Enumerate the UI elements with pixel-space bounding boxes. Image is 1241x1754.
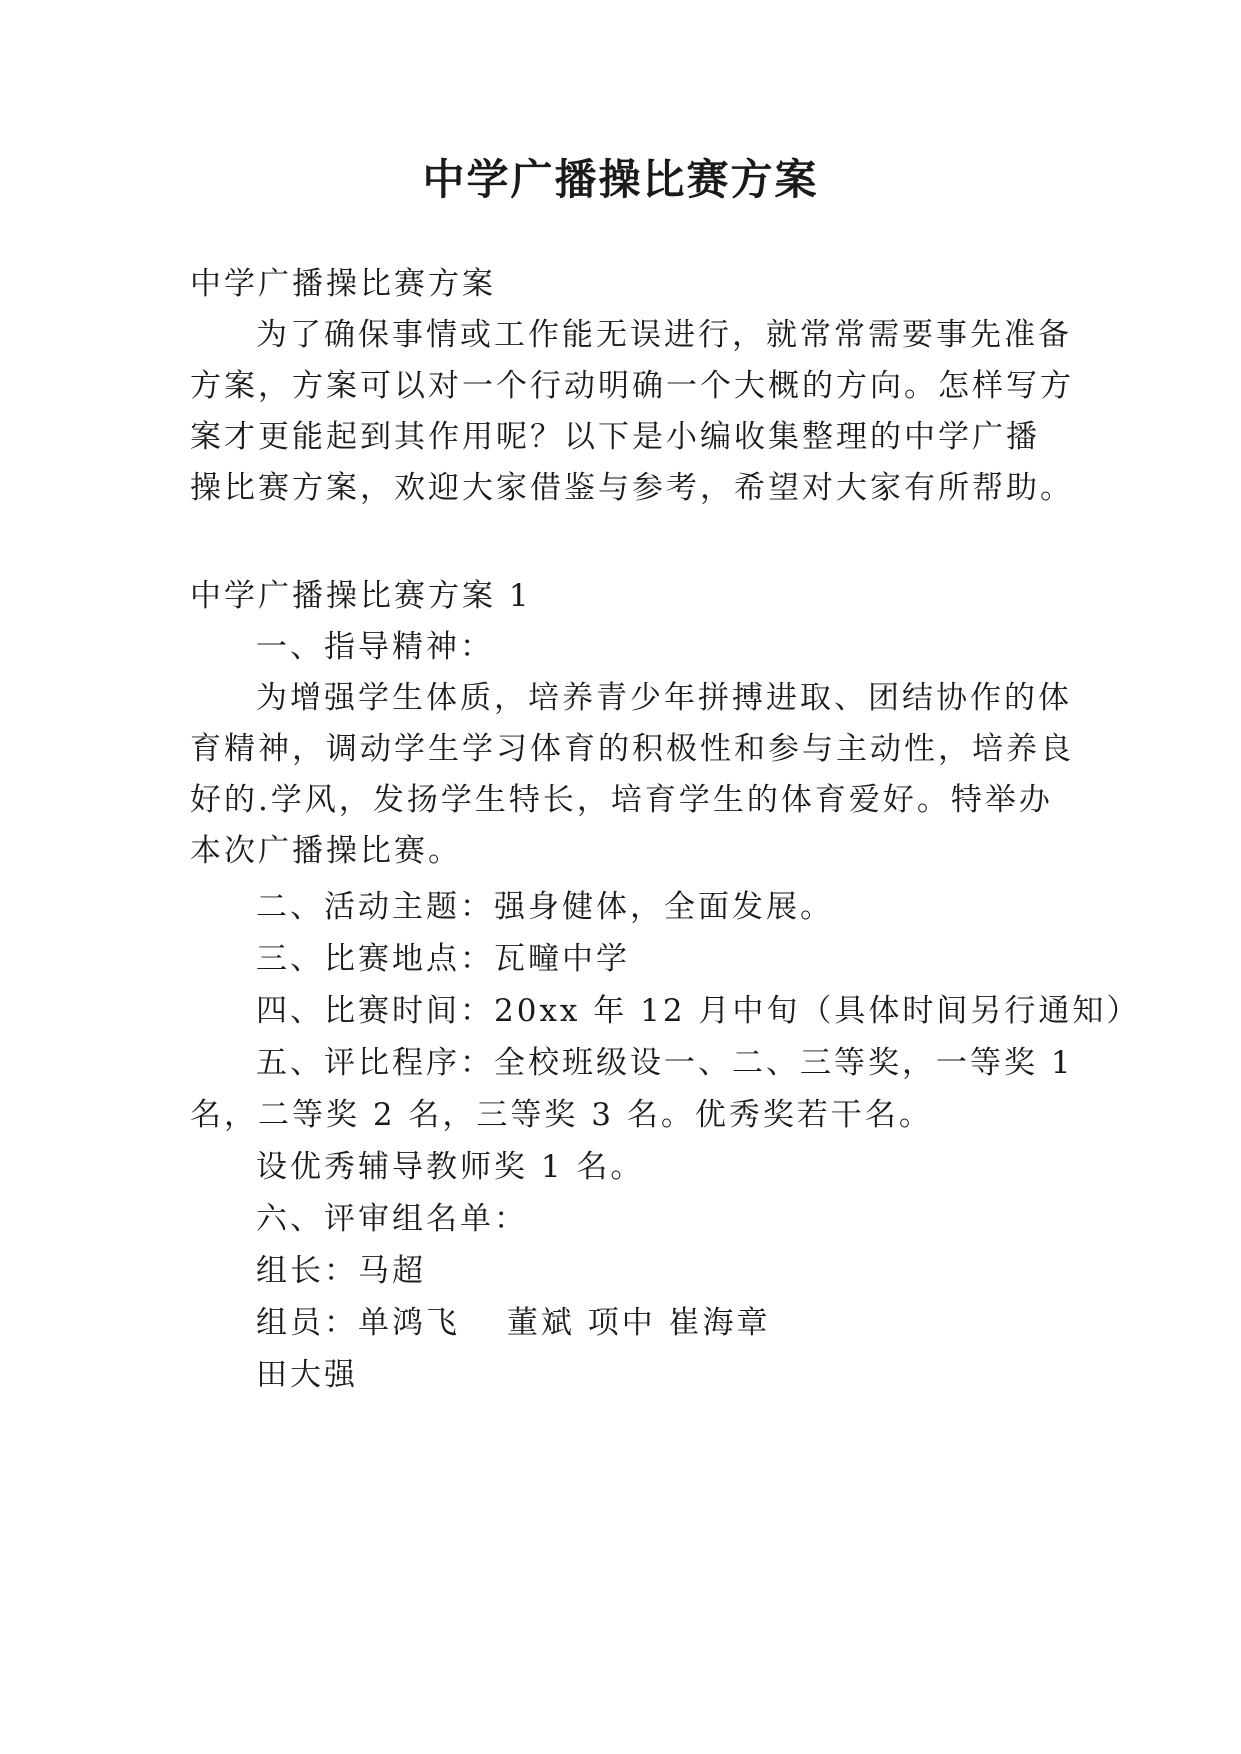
subheading: 六、评审组名单： <box>256 1201 528 1237</box>
paragraph-line: 育精神，调动学生学习体育的积极性和参与主动性，培养良 <box>190 731 1074 767</box>
section-heading: 中学广播操比赛方案 <box>190 266 496 302</box>
paragraph-line: 名，二等奖 2 名，三等奖 3 名。优秀奖若干名。 <box>190 1097 933 1133</box>
subheading: 一、指导精神： <box>256 629 494 665</box>
document-title: 中学广播操比赛方案 <box>422 155 819 204</box>
section-heading: 中学广播操比赛方案 1 <box>190 578 532 614</box>
paragraph-line: 组长：马超 <box>256 1253 426 1289</box>
paragraph-line: 为了确保事情或工作能无误进行，就常常需要事先准备 <box>256 317 1072 353</box>
paragraph-line: 为增强学生体质，培养青少年拼搏进取、团结协作的体 <box>256 680 1072 716</box>
paragraph-line: 组员：单鸿飞 董斌 项中 崔海章 <box>256 1305 771 1341</box>
paragraph-line: 二、活动主题：强身健体，全面发展。 <box>256 889 834 925</box>
paragraph-line: 案才更能起到其作用呢？以下是小编收集整理的中学广播 <box>190 419 1040 455</box>
paragraph-line: 操比赛方案，欢迎大家借鉴与参考，希望对大家有所帮助。 <box>190 470 1074 506</box>
paragraph-line: 设优秀辅导教师奖 1 名。 <box>256 1149 645 1185</box>
paragraph-line: 方案，方案可以对一个行动明确一个大概的方向。怎样写方 <box>190 368 1074 404</box>
paragraph-line: 三、比赛地点：瓦疃中学 <box>256 941 630 977</box>
paragraph-line: 四、比赛时间：20xx 年 12 月中旬（具体时间另行通知） <box>256 993 1141 1029</box>
paragraph-line: 好的.学风，发扬学生特长，培育学生的体育爱好。特举办 <box>190 782 1053 818</box>
paragraph-line: 五、评比程序：全校班级设一、二、三等奖，一等奖 1 <box>256 1045 1074 1081</box>
paragraph-line: 田大强 <box>256 1357 358 1393</box>
paragraph-line: 本次广播操比赛。 <box>190 833 462 869</box>
